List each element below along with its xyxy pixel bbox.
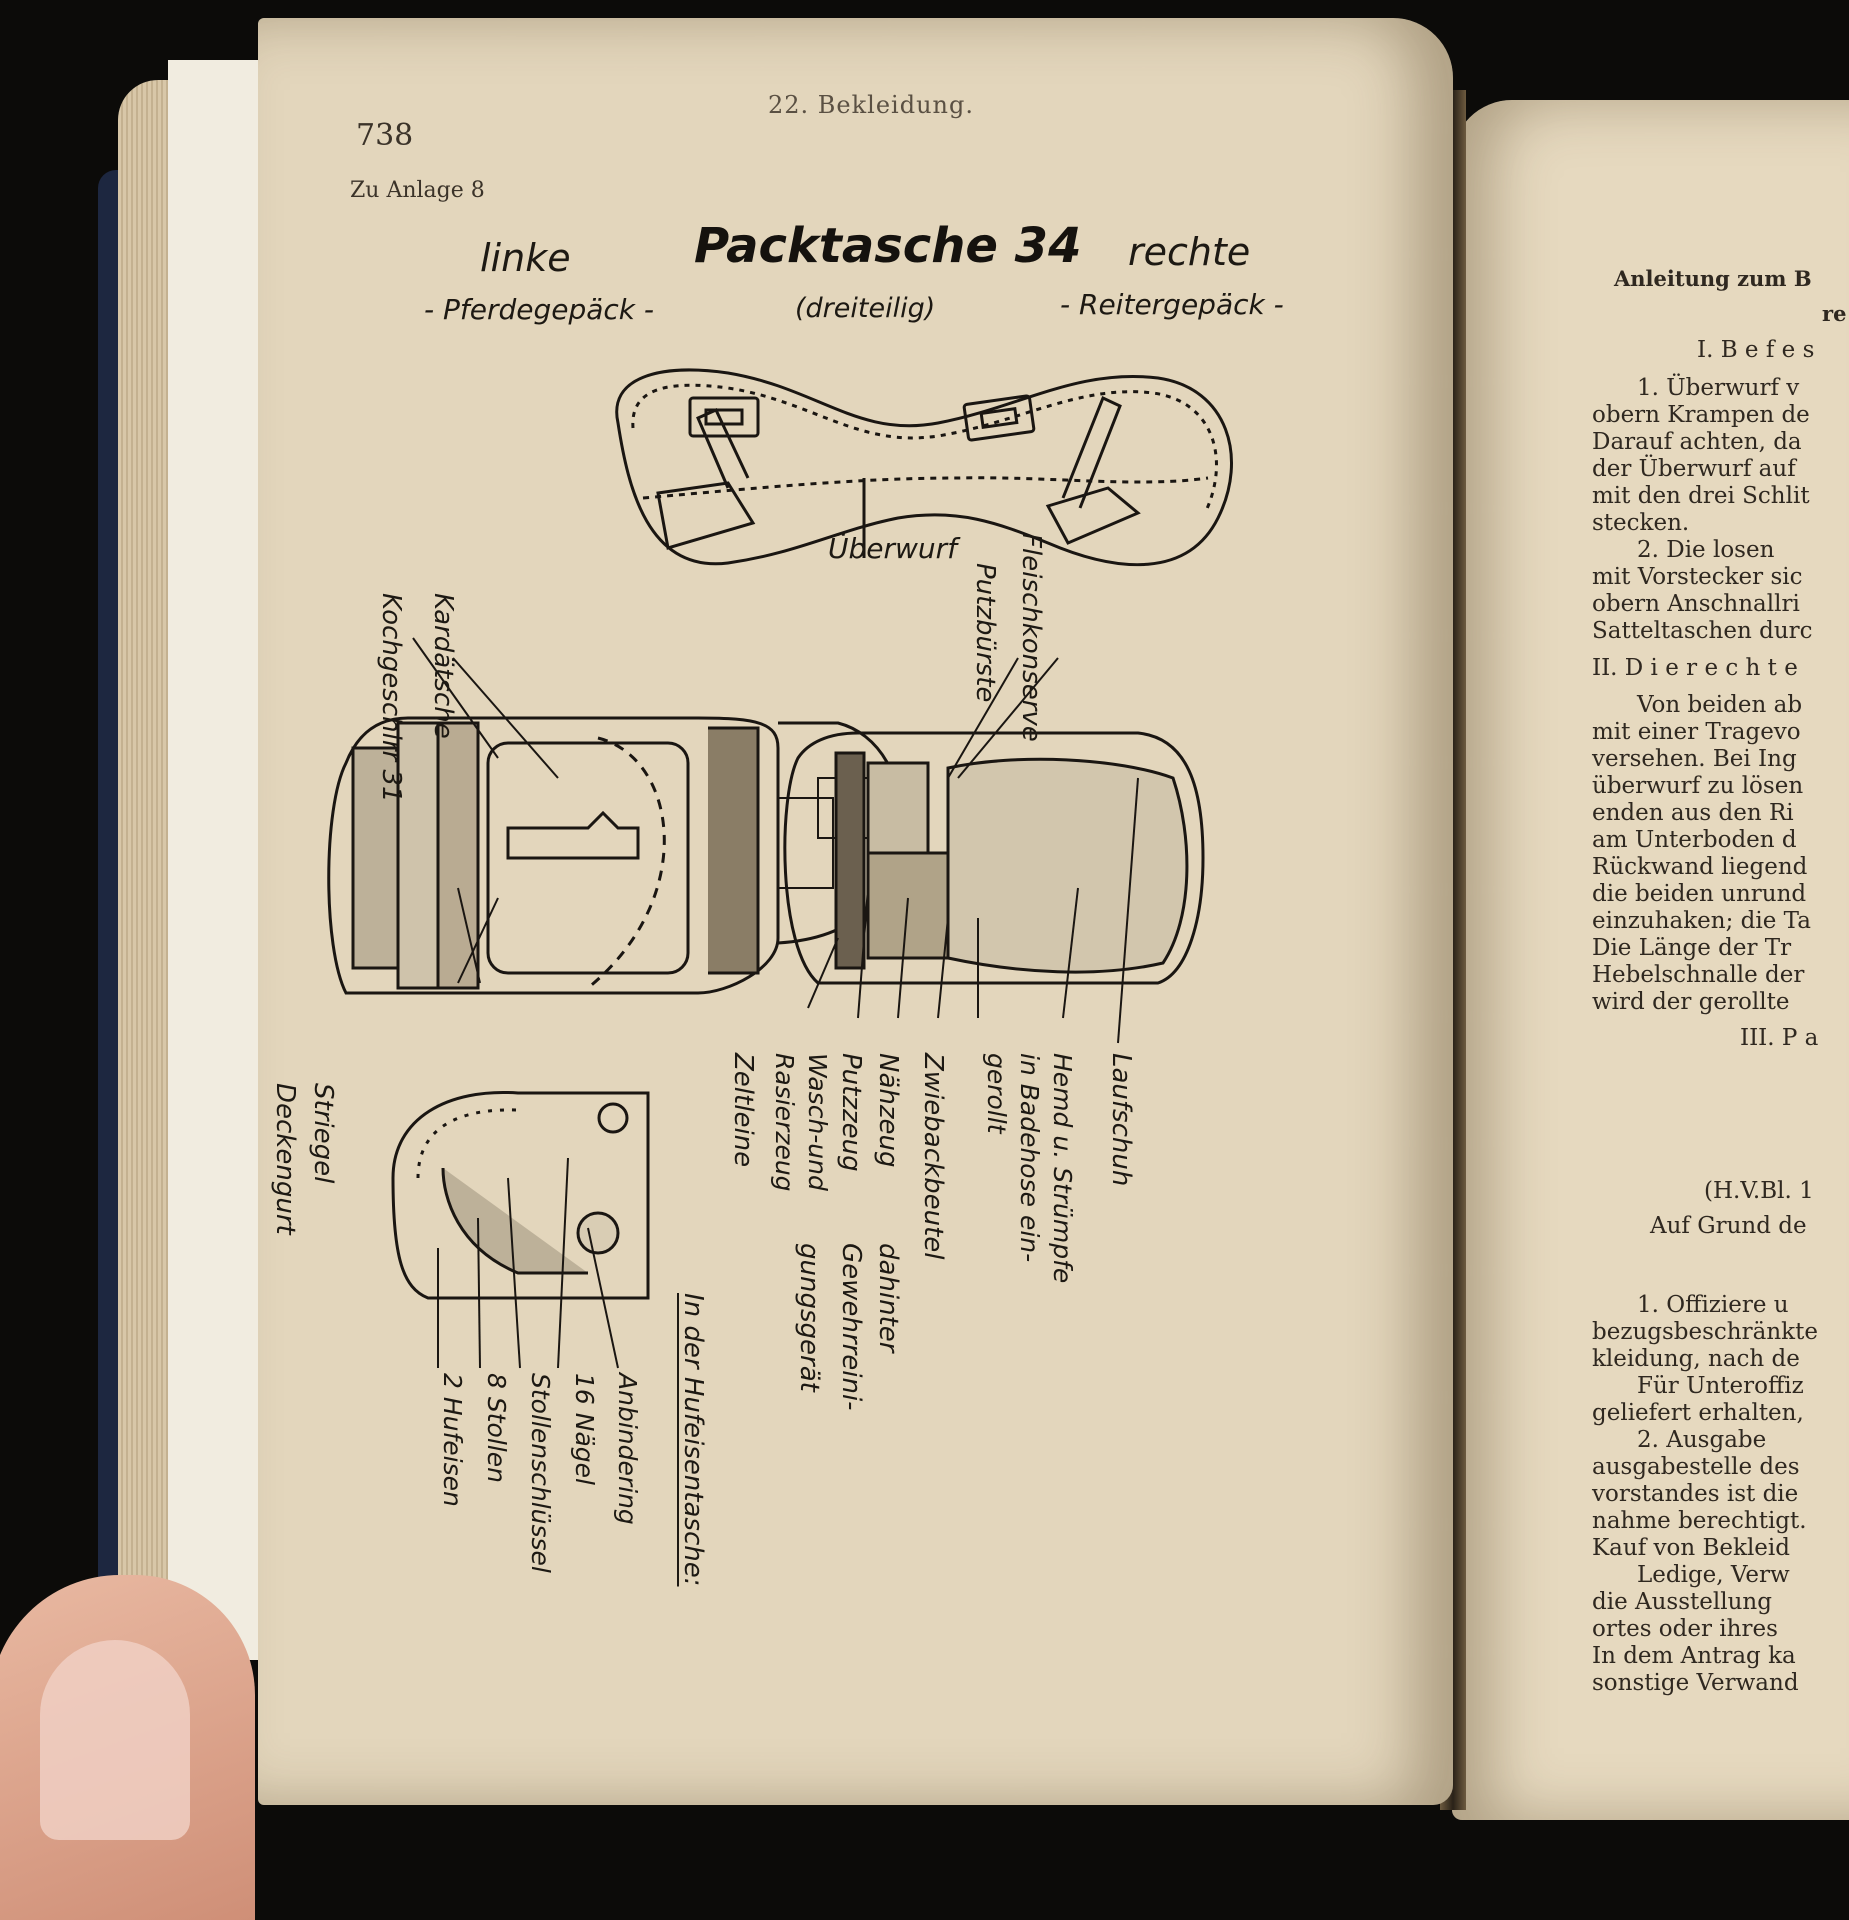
text-line: am Unterboden d xyxy=(1592,827,1797,853)
text-line: Kauf von Bekleid xyxy=(1592,1535,1790,1561)
label-wasch-1: Wasch-und xyxy=(803,1053,832,1191)
right-bag-sublabel: - Reitergepäck - xyxy=(1060,288,1284,321)
text-line: Satteltaschen durc xyxy=(1592,618,1813,644)
text-line: überwurf zu lösen xyxy=(1592,773,1804,799)
label-putzbuerste: Putzbürste xyxy=(970,563,1000,703)
overwurf-label: Überwurf xyxy=(828,532,958,565)
label-gewehr-1: Gewehrreini- xyxy=(836,1243,866,1411)
text-line: kleidung, nach de xyxy=(1592,1346,1800,1372)
text-line: mit Vorstecker sic xyxy=(1592,564,1803,590)
text-line: Die Länge der Tr xyxy=(1592,935,1792,961)
text-line: mit den drei Schlit xyxy=(1592,483,1810,509)
text-line: In dem Antrag ka xyxy=(1592,1643,1796,1669)
label-putzzeug: Putzzeug xyxy=(836,1053,866,1172)
text-line: Rückwand liegend xyxy=(1592,854,1808,880)
figure-subtitle: (dreiteilig) xyxy=(795,293,936,324)
text-line: nahme berechtigt. xyxy=(1592,1508,1807,1534)
text-line: 2. Ausgabe xyxy=(1637,1427,1767,1453)
text-line: ortes oder ihres xyxy=(1592,1616,1778,1642)
right-section-3: III. P a xyxy=(1740,1025,1819,1051)
left-bag-sublabel: - Pferdegepäck - xyxy=(424,293,655,326)
label-deckengurt: Deckengurt xyxy=(270,1083,300,1235)
label-wasch-2: Rasierzeug xyxy=(770,1053,799,1192)
text-line: ausgabestelle des xyxy=(1592,1454,1800,1480)
right-ref-1: (H.V.Bl. 1 xyxy=(1704,1178,1814,1204)
label-gewehr-2: gungsgerät xyxy=(794,1243,824,1392)
thumbnail xyxy=(40,1640,190,1840)
text-line: mit einer Tragevo xyxy=(1592,719,1801,745)
annex-label: Zu Anlage 8 xyxy=(350,178,485,203)
text-line: versehen. Bei Ing xyxy=(1592,746,1797,772)
text-line: stecken. xyxy=(1592,510,1690,536)
label-zwieback: Zwiebackbeutel xyxy=(918,1053,948,1260)
running-head: 22. Bekleidung. xyxy=(768,91,975,119)
text-line: obern Anschnallri xyxy=(1592,591,1800,617)
label-kardaetsche: Kardätsche xyxy=(428,593,458,739)
text-line: 1. Überwurf v xyxy=(1637,375,1800,401)
figure-title: Packtasche 34 xyxy=(694,218,1082,274)
text-line: enden aus den Ri xyxy=(1592,800,1794,826)
text-line: sonstige Verwand xyxy=(1592,1670,1799,1696)
packtasche-illustration xyxy=(258,18,1453,1805)
text-line: geliefert erhalten, xyxy=(1592,1400,1804,1426)
text-line: vorstandes ist die xyxy=(1592,1481,1799,1507)
label-laufschuh: Laufschuh xyxy=(1106,1053,1136,1187)
text-line: Hebelschnalle der xyxy=(1592,962,1805,988)
hufeisen-heading: In der Hufeisentasche: xyxy=(678,1293,708,1587)
text-line: wird der gerollte xyxy=(1592,989,1790,1015)
text-line: bezugsbeschränkte xyxy=(1592,1319,1818,1345)
text-line: der Überwurf auf xyxy=(1592,456,1796,482)
text-line: Darauf achten, da xyxy=(1592,429,1802,455)
label-zeltleine: Zeltleine xyxy=(728,1053,758,1168)
label-naehzeug: Nähzeug xyxy=(873,1053,903,1168)
label-hemd-2: in Badehose ein- xyxy=(1015,1053,1044,1263)
right-bag-label: rechte xyxy=(1128,230,1251,274)
right-section-1: I. B e f e s xyxy=(1697,337,1815,363)
text-line: 1. Offiziere u xyxy=(1637,1292,1789,1318)
text-line: Ledige, Verw xyxy=(1637,1562,1790,1588)
right-text-block-1 xyxy=(1592,375,1813,645)
label-hemd-1: Hemd u. Strümpfe xyxy=(1048,1053,1077,1284)
label-dahinter: dahinter xyxy=(873,1243,903,1353)
right-text-block-2 xyxy=(1592,692,1811,1016)
left-page xyxy=(258,18,1453,1805)
label-hufeisen: 2 Hufeisen xyxy=(438,1373,467,1507)
left-bag-label: linke xyxy=(480,236,571,280)
text-line: obern Krampen de xyxy=(1592,402,1810,428)
right-text-block-3 xyxy=(1592,1292,1818,1697)
label-hemd-3: gerollt xyxy=(982,1053,1011,1134)
label-striegel: Striegel xyxy=(308,1083,338,1184)
text-line: die Ausstellung xyxy=(1592,1589,1772,1615)
text-line: Von beiden ab xyxy=(1637,692,1803,718)
text-line: die beiden unrund xyxy=(1592,881,1807,907)
right-page xyxy=(1452,100,1849,1820)
label-stollenschluessel: Stollenschlüssel xyxy=(526,1373,555,1573)
right-section-2: II. D i e r e c h t e xyxy=(1592,655,1798,681)
right-heading-1: Anleitung zum B xyxy=(1614,266,1812,291)
label-anbindering: Anbindering xyxy=(613,1373,642,1525)
page-number: 738 xyxy=(356,118,414,153)
label-fleischkonserve: Fleischkonserve xyxy=(1016,533,1046,742)
label-stollen: 8 Stollen xyxy=(482,1373,511,1483)
text-line: einzuhaken; die Ta xyxy=(1592,908,1811,934)
label-kochgeschirr: Kochgeschirr 31 xyxy=(376,593,406,803)
right-heading-2: re xyxy=(1822,301,1847,326)
right-ref-2: Auf Grund de xyxy=(1650,1213,1807,1239)
label-naegel: 16 Nägel xyxy=(570,1373,599,1485)
text-line: 2. Die losen xyxy=(1637,537,1775,563)
text-line: Für Unteroffiz xyxy=(1637,1373,1804,1399)
